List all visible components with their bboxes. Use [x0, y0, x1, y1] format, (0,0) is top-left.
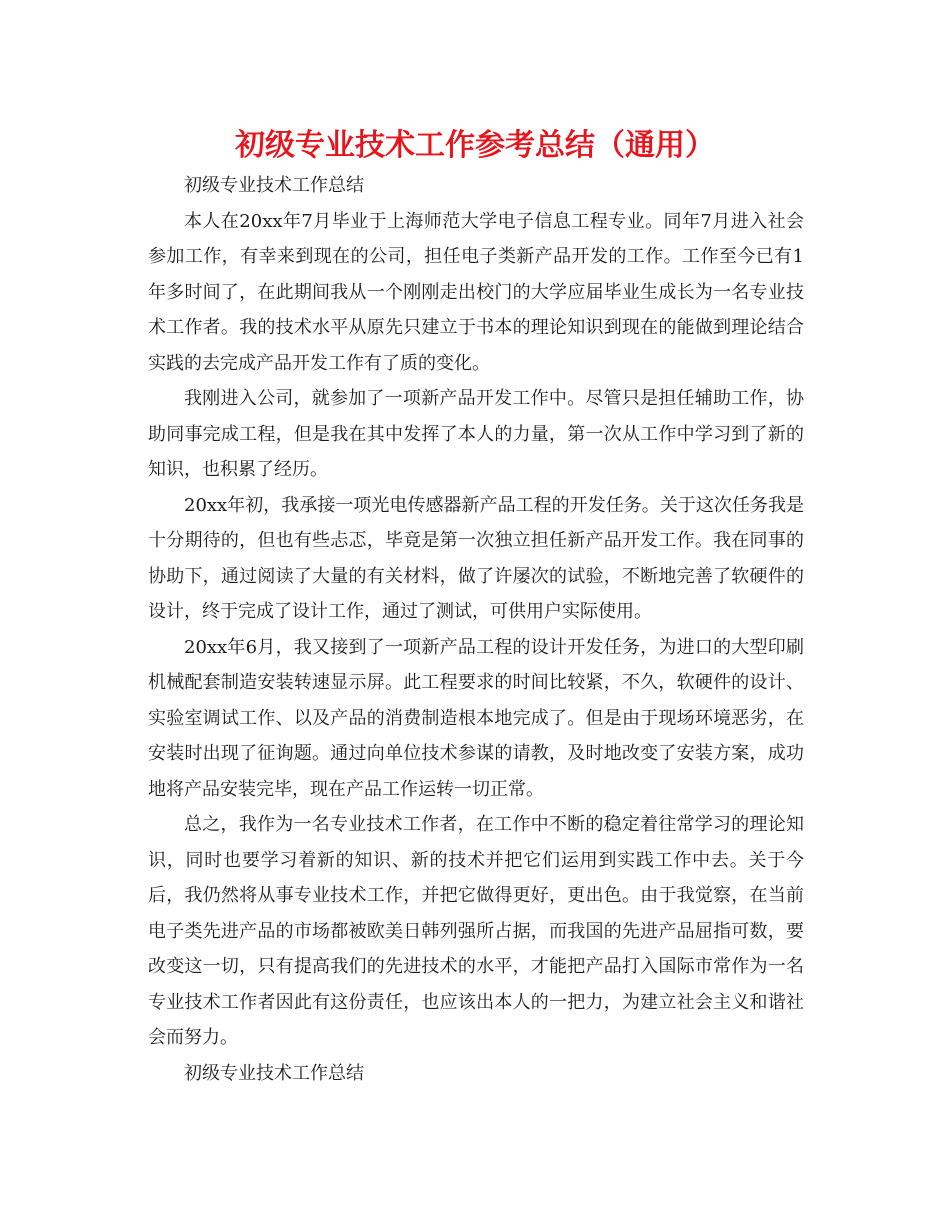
paragraph: 20xx年6月，我又接到了一项新产品工程的设计开发任务，为进口的大型印刷机械配套制造安装转速显示屏。此工程要求的时间比较紧，不久，软硬件的设计、实验室调试工作、以及产品的消费制造根本地完成了。但是由于现场环境恶劣，在安装时出现了征询题。通过向单位技术参谋的请教，及时地改变了安装方案，成功地将产品安装完毕，现在产品工作运转一切正常。: [148, 636, 804, 800]
paragraph: 20xx年初，我承接一项光电传感器新产品工程的开发任务。关于这次任务我是十分期待的，但也有些忐忑，毕竟是第一次独立担任新产品开发工作。我在同事的协助下，通过阅读了大量的有关材料，做了许屡次的试验，不断地完善了软硬件的设计，终于完成了设计工作，通过了测试，可供用户实际使用。: [148, 494, 804, 622]
document-title: 初级专业技术工作参考总结（通用）: [235, 128, 715, 163]
paragraph: 本人在20xx年7月毕业于上海师范大学电子信息工程专业。同年7月进入社会参加工作，有幸来到现在的公司，担任电子类新产品开发的工作。工作至今已有1年多时间了，在此期间我从一个刚刚走出校门的大学应届毕业生成长为一名专业技术工作者。我的技术水平从原先只建立于书本的理论知识到现在的能做到理论结合实践的去完成产品开发工作有了质的变化。: [148, 210, 804, 374]
paragraph: 我刚进入公司，就参加了一项新产品开发工作中。尽管只是担任辅助工作，协助同事完成工程，但是我在其中发挥了本人的力量，第一次从工作中学习到了新的知识，也积累了经历。: [148, 388, 804, 480]
paragraph-subtitle: 初级专业技术工作总结: [184, 175, 364, 196]
paragraph: 总之，我作为一名专业技术工作者，在工作中不断的稳定着往常学习的理论知识，同时也要学习着新的知识、新的技术并把它们运用到实践工作中去。关于今后，我仍然将从事专业技术工作，并把它做得更好，更出色。由于我觉察，在当前电子类先进产品的市场都被欧美日韩列强所占据，而我国的先进产品屈指可数，要改变这一切，只有提高我们的先进技术的水平，才能把产品打入国际市常作为一名专业技术工作者因此有这份责任，也应该出本人的一把力，为建立社会主义和谐社会而努力。: [148, 814, 804, 1048]
document-body: [148, 168, 804, 1091]
paragraph-subtitle: 初级专业技术工作总结: [184, 1062, 364, 1084]
